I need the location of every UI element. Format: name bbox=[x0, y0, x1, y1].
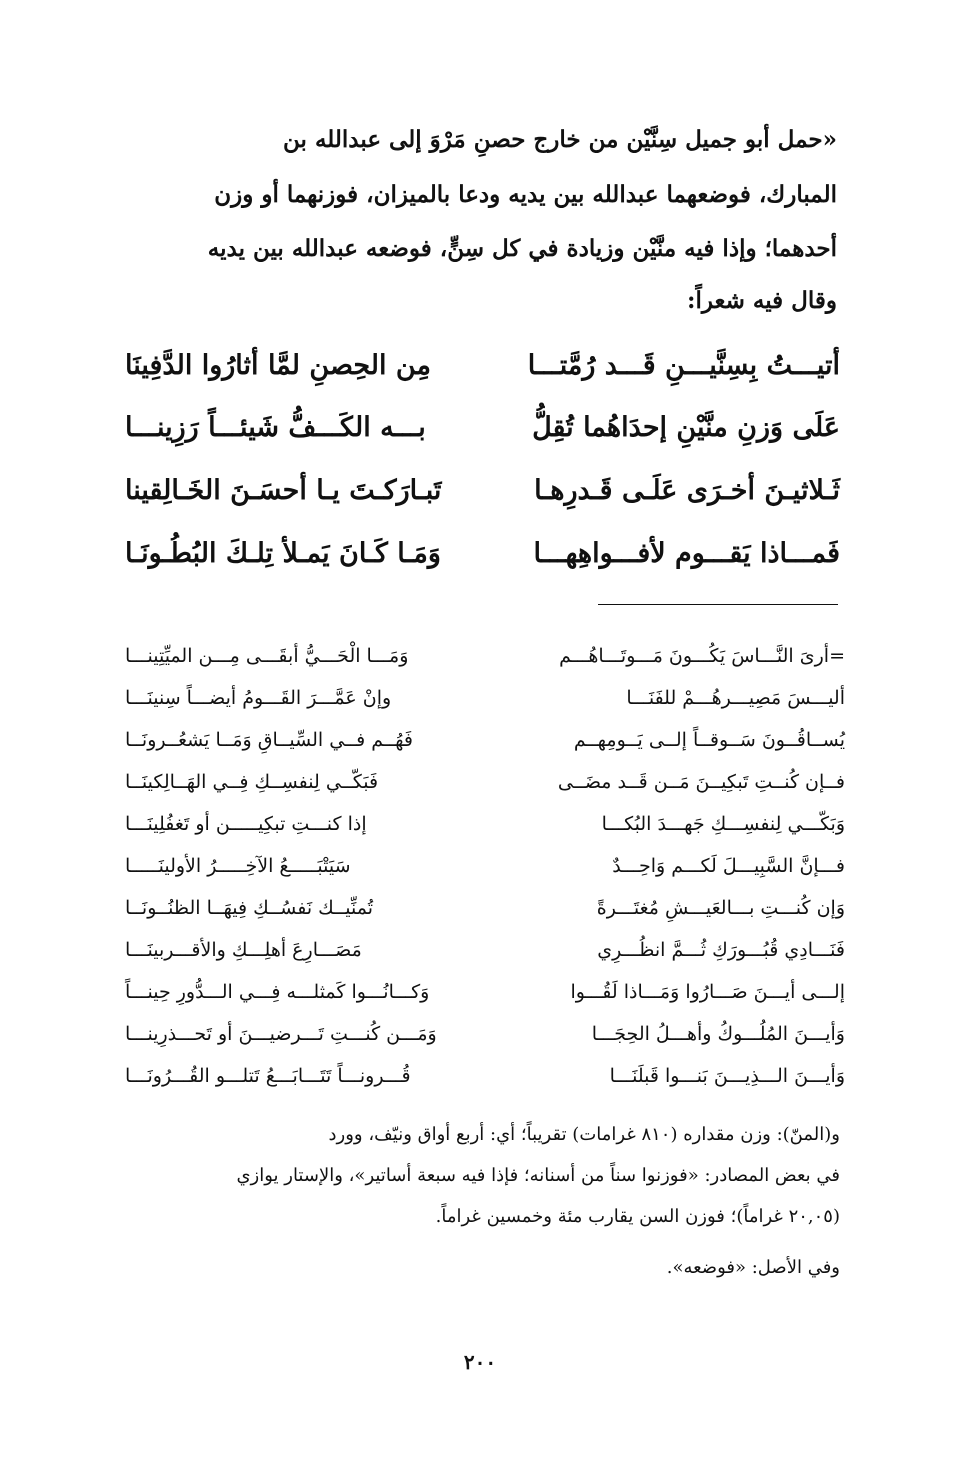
paragraph-line: وقال فيه شعراً: bbox=[686, 287, 837, 314]
footnote-verse bbox=[125, 897, 845, 931]
footnote-verse bbox=[125, 1023, 845, 1057]
footnote-second-hemistich: فَبَكّــي لِنفسِــكِ فِــي الهَــالِكينَــا bbox=[125, 771, 379, 793]
footnote-first-hemistich: وَبَكّـــي لِنفسِـــكِ جَهـــدَ البُكـــا bbox=[601, 813, 845, 835]
verse-first-hemistich: أتيـــتُ بِسِنَّيـــنِ قَـــد رُمَّتـــا bbox=[527, 350, 840, 381]
paragraph-line: المبارك، فوضعهما عبدالله بين يديه ودعا بالميزان، فوزنهما أو وزن bbox=[214, 181, 837, 208]
footnote-verse bbox=[125, 939, 845, 973]
footnote-verse bbox=[125, 645, 845, 679]
verse-first-hemistich: فَمـــاذا يَقـــوم لأفـــواهِهـــا bbox=[533, 538, 840, 569]
footnote-second-hemistich: وَمَـــا الْحَـــيُّ أبقَـــى مِـــن الميِّتِينـــا bbox=[125, 645, 409, 667]
footnote-first-hemistich: =أرىَ النَّـــاسَ يَكُـــونَ مَـــوتَـــاهُـــم bbox=[559, 645, 845, 667]
verse-second-hemistich: تَبـارَكـتَ يـا أحسَـنَ الخَـالِقينا bbox=[125, 475, 442, 506]
footnote-line: و(المنّ): وزن مقداره (٨١٠ غرامات) تقريباً؛ أي: أربع أواق ونيّف، وورد bbox=[328, 1124, 840, 1145]
footnote-line: (٢٠,٠٥ غراماً)؛ فوزن السن يقارب مئة وخمسين غراماً. bbox=[435, 1206, 840, 1227]
footnote-verse bbox=[125, 813, 845, 847]
footnote-verse bbox=[125, 687, 845, 721]
poem-verse bbox=[125, 350, 840, 400]
footnote-second-hemistich: وَمَـــن كُنـــتِ تَـــرضيـــنَ أو تَحـــذرِينـــا bbox=[125, 1023, 437, 1045]
footnote-first-hemistich: وَأيـــنَ المُلُـــوكُ وأهـــلُ الحِجَـــا bbox=[591, 1023, 845, 1045]
page-number: ٢٠٠ bbox=[463, 1350, 497, 1374]
footnote-first-hemistich: فـــإنَّ السَّبِيـــلَ لَكـــم وَاحِـــدٌ bbox=[612, 855, 845, 877]
paragraph-line: أحدهما؛ وإذا فيه منَّيْن وزيادة في كل سِنٍّ، فوضعه عبدالله بين يديه bbox=[207, 235, 837, 262]
footnote-second-hemistich: سَيَتْبَـــــعُ الآخِـــــرُ الأولينَـــــا bbox=[125, 855, 351, 877]
footnote-line: في بعض المصادر: «فوزنوا سناً من أسنانه؛ فإذا فيه سبعة أساتير»، والإستار يوازي bbox=[236, 1165, 840, 1186]
footnote-verse bbox=[125, 981, 845, 1015]
footnote-verse bbox=[125, 771, 845, 805]
verse-first-hemistich: ثَـلاثيـنَ أخـرَى عَلَـى قَـدرِهـا bbox=[534, 475, 840, 506]
verse-second-hemistich: بـــه الكَـــفُّ شَيئـــاً رَزِينـــا bbox=[125, 412, 426, 443]
footnote-second-hemistich: وإنْ عَمَّـــرَ القَـــومُ أيضـــاً سِنينَـــا bbox=[125, 687, 392, 709]
footnote-second-hemistich: فَهُــم فــي السِّيــاقِ وَمَــا يَشعُــرونَــا bbox=[125, 729, 413, 751]
footnote-first-hemistich: وَإن كُنـــتِ بـــالعَيـــشِ مُغتَـــرةً bbox=[596, 897, 845, 919]
footnote-verse bbox=[125, 855, 845, 889]
verse-second-hemistich: مِن الحِصنِ لمَّا أثارُوا الدَّفِينَا bbox=[125, 350, 431, 381]
poem-verse bbox=[125, 538, 840, 588]
footnote-second-hemistich: تُمنِّيــك نَفسُــكِ فِيهَــا الظنُــونَــا bbox=[125, 897, 374, 919]
footnote-first-hemistich: إلـــى أيـــنَ صَـــارُوا وَمَـــاذا لَقُـــوا bbox=[570, 981, 845, 1003]
footnote-first-hemistich: يُســاقُــونَ سَــوقــاً إلــى يَــومِهــم bbox=[573, 729, 845, 751]
footnote-line: وفي الأصل: «فوضعه». bbox=[666, 1257, 840, 1278]
verse-first-hemistich: عَلَى وَزنِ منَّيْنِ إحدَاهُما تُقِلُّ bbox=[532, 412, 840, 443]
footnote-first-hemistich: فــإن كُنــتِ تَبكِيــنَ مَــن قَــد مضَــى bbox=[557, 771, 845, 793]
footnote-first-hemistich: أليـــسَ مَصِيـــرهُـــمْ للفَنَـــا bbox=[626, 687, 845, 709]
footnote-separator bbox=[598, 604, 838, 605]
footnote-second-hemistich: إذا كنـــتِ تبكِيـــــن أو تَغفُلِينَـــا bbox=[125, 813, 367, 835]
footnote-second-hemistich: وَكـــانُـــوا كَمثلـــه فِـــي الـــدُّورِ حِينـــاً bbox=[125, 981, 430, 1003]
footnote-second-hemistich: مَصَـــارِعَ أهلِـــكِ والأقـــربينَـــا bbox=[125, 939, 362, 961]
poem-verse bbox=[125, 412, 840, 462]
paragraph-line: «حمل أبو جميل سِنَّيْن من خارج حصنِ مَرْوَ إلى عبدالله بن bbox=[283, 126, 837, 153]
footnote-first-hemistich: فَنَـــادِي قُبُـــورَكِ ثُـــمَّ انظُـــرِي bbox=[597, 939, 845, 961]
footnote-verse bbox=[125, 1065, 845, 1099]
verse-second-hemistich: وَمَـا كَـانَ يَمـلأ تِلـكَ البُطُـونَـا bbox=[125, 538, 441, 569]
footnote-verse bbox=[125, 729, 845, 763]
footnote-first-hemistich: وَأيـــنَ الـــذِيـــنَ بَنـــوا قَبلَنَـــا bbox=[609, 1065, 845, 1087]
poem-verse bbox=[125, 475, 840, 525]
footnote-second-hemistich: قُـــرونـــاً تَتَـــابَـــعُ تَتلـــو القُـــرُونَـــا bbox=[125, 1065, 411, 1087]
